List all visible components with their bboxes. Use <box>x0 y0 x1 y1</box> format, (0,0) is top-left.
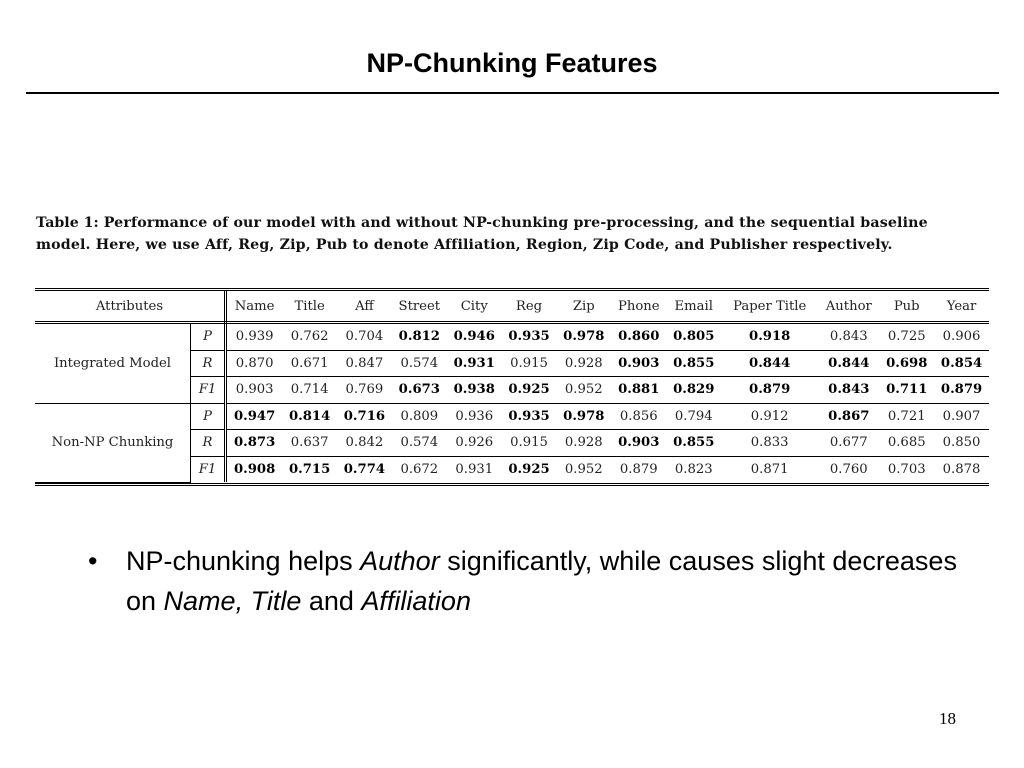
table-cell: 0.703 <box>887 461 926 477</box>
table-cell: 0.843 <box>818 377 879 404</box>
table-cell: 0.715 <box>288 461 331 477</box>
table-cell: 0.908 <box>233 461 276 477</box>
table-cell: 0.978 <box>556 323 611 351</box>
table-cell: 0.829 <box>666 377 721 404</box>
caption-line-2: model. Here, we use Aff, Reg, Zip, Pub to denote Affiliation, Region, Zip Code, and Publisher respectively. <box>36 237 893 253</box>
table-header-row <box>35 291 989 323</box>
table-row <box>35 323 989 351</box>
table-cell: 0.947 <box>226 403 283 430</box>
column-header: Year <box>934 291 989 323</box>
attributes-header: Attributes <box>35 291 226 323</box>
table-cell: 0.925 <box>508 461 550 477</box>
table-cell: 0.903 <box>226 377 283 404</box>
table-cell: 0.805 <box>666 323 721 351</box>
bullet-emphasis-author: Author <box>360 546 440 576</box>
table-cell: 0.925 <box>502 377 557 404</box>
table-cell: 0.847 <box>337 350 392 377</box>
table-cell: 0.860 <box>611 323 666 351</box>
table-cell: 0.698 <box>879 350 934 377</box>
table-cell: 0.903 <box>611 430 666 457</box>
table-cell: 0.833 <box>721 430 818 457</box>
table-cell: 0.762 <box>282 323 337 351</box>
bullet-marker: • <box>88 546 98 576</box>
table-cell: 0.574 <box>392 430 447 457</box>
table-cell: 0.704 <box>337 323 392 351</box>
column-header: Phone <box>611 291 666 323</box>
table-cell: 0.844 <box>818 350 879 377</box>
table-cell: 0.812 <box>392 323 447 351</box>
column-header: Paper Title <box>721 291 818 323</box>
table-cell: 0.952 <box>556 377 611 404</box>
table-cell: 0.873 <box>226 430 283 457</box>
caption-line-1 <box>36 212 992 234</box>
table-body <box>35 323 989 483</box>
table-cell: 0.867 <box>818 403 879 430</box>
table-cell: 0.774 <box>343 461 386 477</box>
table-cell: 0.915 <box>502 350 557 377</box>
column-header: Name <box>226 291 283 323</box>
table-cell: 0.725 <box>879 323 934 351</box>
table-caption <box>36 212 992 256</box>
metric-label: F1 <box>191 377 226 404</box>
table-cell: 0.677 <box>818 430 879 457</box>
table-cell: 0.918 <box>721 323 818 351</box>
table-cell: 0.936 <box>447 403 502 430</box>
table-cell: 0.915 <box>502 430 557 457</box>
bullet-text-part: NP-chunking helps <box>126 546 361 576</box>
bullet-text-part: significantly, while causes slight decreases on <box>126 546 957 616</box>
caption-label: Table 1: <box>36 215 99 231</box>
table-cell: 0.721 <box>879 403 934 430</box>
bullet-emphasis-affiliation: Affiliation <box>361 586 471 616</box>
table-cell: 0.928 <box>556 350 611 377</box>
metric-label: R <box>191 350 226 377</box>
model-group-label: Integrated Model <box>35 323 191 404</box>
table-cell: 0.574 <box>392 350 447 377</box>
table-cell: 0.814 <box>282 403 337 430</box>
table-cell: 0.926 <box>447 430 502 457</box>
column-header: Aff <box>337 291 392 323</box>
table-cell: 0.871 <box>750 461 789 477</box>
table-cell: 0.931 <box>455 461 494 477</box>
metric-label: F1 <box>191 456 226 482</box>
table-cell: 0.935 <box>502 323 557 351</box>
column-header: Zip <box>556 291 611 323</box>
column-header: Pub <box>879 291 934 323</box>
table-cell: 0.931 <box>447 350 502 377</box>
column-header: Street <box>392 291 447 323</box>
table-cell: 0.855 <box>666 430 721 457</box>
metric-label: P <box>191 403 226 430</box>
table-cell: 0.878 <box>942 461 981 477</box>
bullet-text-part: and <box>301 586 362 616</box>
bullet-text <box>126 541 968 621</box>
table-cell: 0.907 <box>934 403 989 430</box>
table-cell: 0.850 <box>934 430 989 457</box>
table-cell: 0.809 <box>392 403 447 430</box>
bullet-point <box>88 541 968 621</box>
table-cell: 0.760 <box>829 461 868 477</box>
table-cell: 0.938 <box>447 377 502 404</box>
table-cell: 0.952 <box>564 461 603 477</box>
model-group-label: Non-NP Chunking <box>35 403 191 482</box>
metric-label: R <box>191 430 226 457</box>
table-cell: 0.637 <box>282 430 337 457</box>
table-cell: 0.714 <box>282 377 337 404</box>
table-cell: 0.935 <box>502 403 557 430</box>
caption-text-1: Performance of our model with and without NP-chunking pre-processing, and the sequential baseline <box>103 215 928 231</box>
table-cell: 0.881 <box>611 377 666 404</box>
table-cell: 0.870 <box>226 350 283 377</box>
table-cell: 0.855 <box>666 350 721 377</box>
column-header: Reg <box>502 291 557 323</box>
results-table-container <box>35 288 989 486</box>
results-table <box>35 291 989 483</box>
table-cell: 0.823 <box>674 461 713 477</box>
table-cell: 0.769 <box>337 377 392 404</box>
table-cell: 0.716 <box>337 403 392 430</box>
table-cell: 0.939 <box>226 323 283 351</box>
table-cell: 0.673 <box>392 377 447 404</box>
table-cell: 0.711 <box>879 377 934 404</box>
table-cell: 0.879 <box>934 377 989 404</box>
table-cell: 0.794 <box>666 403 721 430</box>
table-cell: 0.854 <box>934 350 989 377</box>
title-divider <box>26 92 999 94</box>
table-cell: 0.685 <box>879 430 934 457</box>
table-cell: 0.978 <box>556 403 611 430</box>
table-cell: 0.903 <box>611 350 666 377</box>
table-cell: 0.906 <box>934 323 989 351</box>
table-cell: 0.946 <box>447 323 502 351</box>
table-cell: 0.912 <box>721 403 818 430</box>
table-row <box>35 403 989 430</box>
column-header: Title <box>282 291 337 323</box>
table-cell: 0.671 <box>282 350 337 377</box>
table-cell: 0.844 <box>721 350 818 377</box>
table-cell: 0.879 <box>721 377 818 404</box>
table-cell: 0.672 <box>400 461 439 477</box>
table-cell: 0.879 <box>619 461 658 477</box>
table-cell: 0.842 <box>337 430 392 457</box>
metric-label: P <box>191 323 226 351</box>
page-number: 18 <box>939 709 956 728</box>
table-cell: 0.856 <box>611 403 666 430</box>
table-cell: 0.928 <box>556 430 611 457</box>
table-cell: 0.843 <box>818 323 879 351</box>
column-header: Author <box>818 291 879 323</box>
bullet-emphasis-name-title: Name, Title <box>163 586 302 616</box>
column-header: Email <box>666 291 721 323</box>
column-header: City <box>447 291 502 323</box>
slide-title: NP-Chunking Features <box>366 48 658 78</box>
